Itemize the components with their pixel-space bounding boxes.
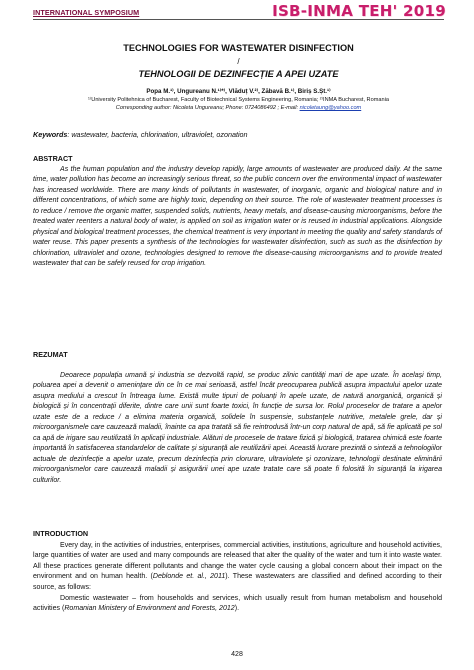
introduction-paragraph-1 [33, 541, 442, 593]
corresponding-author [33, 105, 444, 111]
title-separator: / [237, 57, 240, 66]
email-link[interactable]: nicoletaung@yahoo.com [299, 105, 362, 111]
introduction-heading: INTRODUCTION [33, 529, 89, 538]
keywords-label: Keywords [33, 130, 68, 139]
header-divider [33, 19, 444, 20]
abstract-heading: ABSTRACT [33, 154, 73, 163]
intro-text-part-2: ). These wastewaters are classified and defined according to their source, as follows: [33, 573, 442, 591]
author-list: Popa M.¹⁾, Ungureanu N.¹⁾*⁾, Vlăduț V.²⁾, Zăbavă B.¹⁾, Biriș S.Șt.¹⁾ [146, 88, 331, 95]
introduction-paragraph-2 [33, 594, 442, 615]
intro-text-part-4: ). [234, 605, 240, 613]
citation: Romanian Ministery of Environment and Forests, 2012 [64, 605, 235, 613]
affiliations: ¹⁾University Politehnica of Bucharest, Faculty of Biotechnical Systems Engineering, Romania; ²⁾INMA Bucharest, Romania [88, 97, 389, 103]
citation: Deblonde et. al., 2011 [152, 573, 226, 581]
paper-title-romanian: TEHNOLOGII DE DEZINFECȚIE A APEI UZATE [138, 69, 339, 79]
rezumat-text: Deoarece populația umană și industria se dezvoltă rapid, se produc zilnic cantități mari de ape uzate. În același timp, poluarea apei a devenit o amenințare din ce în ce mai serioasă, astfel încât preocuparea publică asupra impactului apelor uzate asupra mediului a crescut în întreaga lume. Există multe tipuri de poluanți în apele uzate, de natură anorganică, organică și biologică și în concentrații diferite, dintre care unii sunt foarte toxici, în funcție de sursa lor. Rolul proceselor de tratare a apelor uzate este de a reduce / a elimina materia organică, solidele în suspensie, substanțele nutritive, metalele grele, dar și microorganismele care cauzează maladii, înainte ca apa tratată să fie reintrodusă într-un corp natural de apă, să fie aplicată pe sol ca apă de irigare sau reutilizată în aplicații industriale. Alături de procesele de tratare fizică și biologică, tratarea chimică este foarte importantă în satisfacerea standardelor de calitate și siguranță ale reutilizării apei. Această lucrare prezintă o sinteză a tehnologiilor actuale de dezinfecție a apelor uzate, precum dezinfecția prin clorurare, ultraviolete și ozonizare, tehnologii destinate eliminării microorganismelor care cauzează maladii și asigurării unei ape uzate tratate care să poate fi folosită în siguranță la irigarea culturilor. [33, 372, 442, 484]
keywords [33, 130, 248, 139]
symposium-label: INTERNATIONAL SYMPOSIUM [33, 8, 140, 17]
page-number: 428 [231, 651, 243, 658]
intro-text-part-3: Domestic wastewater – from households and services, which usually result from human metabolism and household activities ( [33, 595, 442, 613]
corresponding-author-info: Corresponding author: Nicoleta Ungureanu; Phone: 0724086492 ; E-mail: [115, 105, 300, 111]
abstract-text: As the human population and the industry develop rapidly, large amounts of wastewater are produced daily. At the same time, water pollution has become an increasingly serious threat, so the public concern over the environmental impact of wastewater has increased worldwide. There are many kinds of pollutants in wastewater, of inorganic, organic and biological nature and in different concentrations, of which some are highly toxic, depending on their source. The role of wastewater treatment processes is to reduce / remove the organic matter, suspended solids, nutrients, heavy metals, and disease-causing microorganisms, before the treated water reenters a natural body of water, is applied on soil as irrigation water or is reused in industrial applications. Alongside physical and biological treatment processes, the chemical treatment is very important in meeting the quality and safety standards of water reuse. This paper presents a synthesis of the technologies for wastewater disinfection, such as such as the disinfection by chlorination, ultraviolet and ozone, technologies designed to remove the disease-causing microorganisms and to provide treated wastewater that can be safely reused for crop irrigation. [33, 166, 442, 268]
paper-title-english: TECHNOLOGIES FOR WASTEWATER DISINFECTION [123, 43, 354, 53]
conference-logo: ISB-INMA TEH' 2019 [272, 2, 446, 20]
rezumat-heading: REZUMAT [33, 350, 68, 359]
intro-text-part-1: Every day, in the activities of industries, enterprises, commercial activities, institutions, agriculture and household activities, large quantities of water are used and many compounds are released that alter the quality of the water and turn it into waste water. All these practices generate different pollutants and change the water cycle causing a global concern about their impact on the environment and on human health. ( [33, 542, 442, 581]
keywords-list: : wastewater, bacteria, chlorination, ultraviolet, ozonation [67, 130, 248, 139]
